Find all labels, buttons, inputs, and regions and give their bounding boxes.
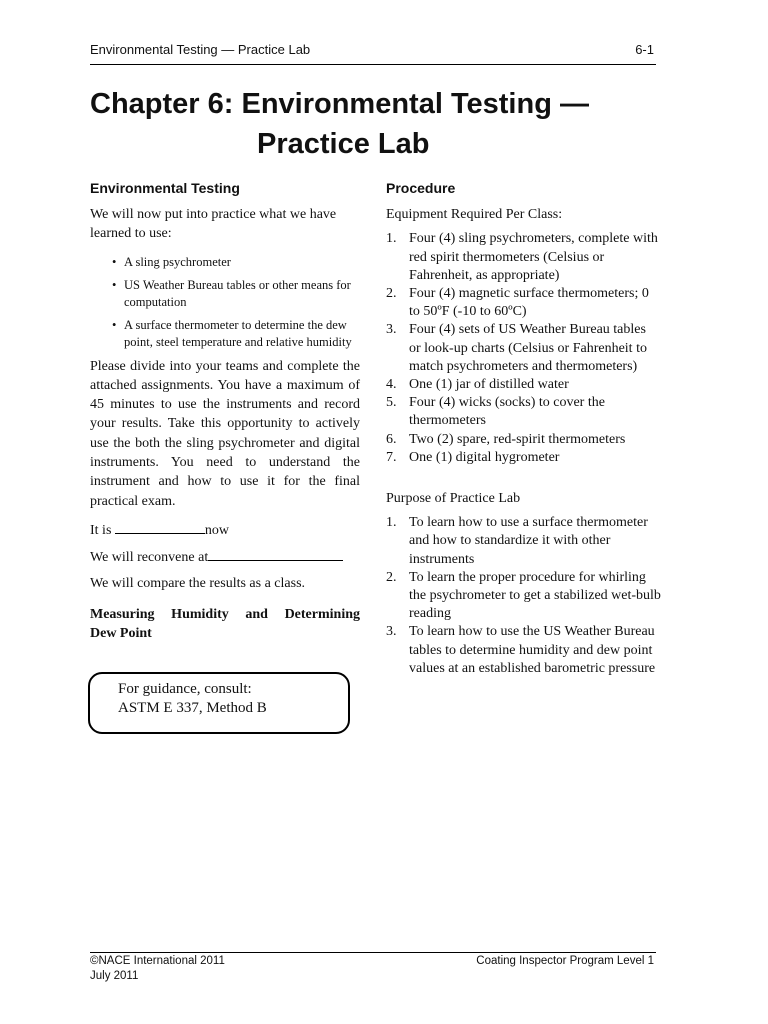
time-now-suffix: now (204, 522, 230, 538)
equipment-item (386, 394, 661, 430)
intro-paragraph: We will now put into practice what we have learned to use: (90, 207, 337, 242)
section-heading-environmental-testing: Environmental Testing (90, 180, 240, 196)
equipment-item (386, 321, 661, 376)
equipment-label: Equipment Required Per Class: (386, 207, 563, 222)
time-now-prefix: It is (90, 522, 112, 538)
item-text: One (1) digital hygrometer (409, 449, 560, 465)
equipment-item (386, 376, 661, 394)
equipment-item (386, 431, 661, 449)
footer-copyright: ©NACE International 2011 (90, 955, 225, 967)
instructions-paragraph: Please divide into your teams and complete the attached assignments. You have a maximum of 45 minutes to use the instruments and record your results. Take this opportunity to actively use the both the sling psychrometer and digital instruments. You need to understand the instrument and how to use it for the final practical exam. (90, 358, 360, 509)
reconvene-line (90, 546, 360, 567)
bullet-item: • A sling psychrometer (112, 254, 360, 271)
humidity-subheading-line2: Dew Point (90, 626, 152, 642)
item-text: To learn how to use a surface thermometer and how to standardize it with other instruments (409, 515, 648, 567)
right-column (386, 180, 661, 678)
item-text: Two (2) spare, red-spirit thermometers (409, 431, 626, 447)
item-text: Four (4) sets of US Weather Bureau tables or look-up charts (Celsius or Fahrenheit to match psychrometers and thermometers) (409, 322, 647, 374)
footer-date: July 2011 (90, 970, 139, 982)
guidance-line1: For guidance, consult: (118, 681, 252, 697)
page-number: 6-1 (635, 42, 654, 57)
humidity-subheading-line1: Measuring Humidity and Determining (90, 606, 360, 622)
purpose-item (386, 623, 661, 678)
chapter-title-line2: Practice Lab (257, 128, 430, 160)
item-text: Four (4) wicks (socks) to cover the thermometers (409, 395, 605, 429)
chapter-title-line1: Chapter 6: Environmental Testing — (90, 88, 589, 120)
item-number: 2. (386, 285, 397, 301)
running-header (90, 42, 656, 65)
item-text: To learn the proper procedure for whirling the psychrometer to get a stabilized wet-bulb reading (409, 569, 661, 622)
chapter-title (90, 84, 589, 164)
left-column (90, 180, 360, 643)
item-number: 6. (386, 431, 397, 447)
bullet-item: • US Weather Bureau tables or other means for computation (112, 277, 360, 311)
guidance-line2: ASTM E 337, Method B (118, 700, 267, 716)
item-number: 4. (386, 376, 397, 392)
purpose-label: Purpose of Practice Lab (386, 490, 521, 506)
bullet-item: • A surface thermometer to determine the dew point, steel temperature and relative humidity (112, 317, 360, 351)
item-number: 5. (386, 395, 397, 411)
reconvene-blank (208, 546, 343, 561)
equipment-item (386, 230, 661, 285)
item-text: To learn how to use the US Weather Bureau tables to determine humidity and dew point values at an established barometric pressure (409, 624, 656, 676)
item-text: Four (4) magnetic surface thermometers; 0 to 50ºF (-10 to 60ºC) (409, 285, 649, 320)
compare-line: We will compare the results as a class. (90, 575, 306, 591)
equipment-list (386, 230, 661, 467)
purpose-item (386, 569, 661, 624)
section-heading-procedure: Procedure (386, 180, 456, 196)
page-footer (90, 952, 656, 984)
equipment-item (386, 285, 661, 321)
time-now-line (90, 519, 360, 540)
purpose-item (386, 514, 661, 569)
time-now-blank (115, 519, 205, 534)
tools-bullet-list (90, 254, 360, 351)
item-number: 3. (386, 624, 397, 640)
item-number: 1. (386, 515, 397, 531)
item-number: 3. (386, 322, 397, 338)
item-number: 2. (386, 569, 397, 585)
item-text: Four (4) sling psychrometers, complete with red spirit thermometers (Celsius or Fahrenheit, as appropriate) (409, 231, 658, 283)
item-number: 7. (386, 449, 397, 465)
purpose-list (386, 514, 661, 678)
footer-program: Coating Inspector Program Level 1 (476, 955, 654, 967)
item-text: One (1) jar of distilled water (409, 376, 569, 392)
item-number: 1. (386, 231, 397, 247)
reconvene-label: We will reconvene at (90, 550, 209, 566)
equipment-item (386, 449, 661, 467)
running-header-title: Environmental Testing — Practice Lab (90, 42, 311, 57)
guidance-callout-box (88, 672, 350, 734)
